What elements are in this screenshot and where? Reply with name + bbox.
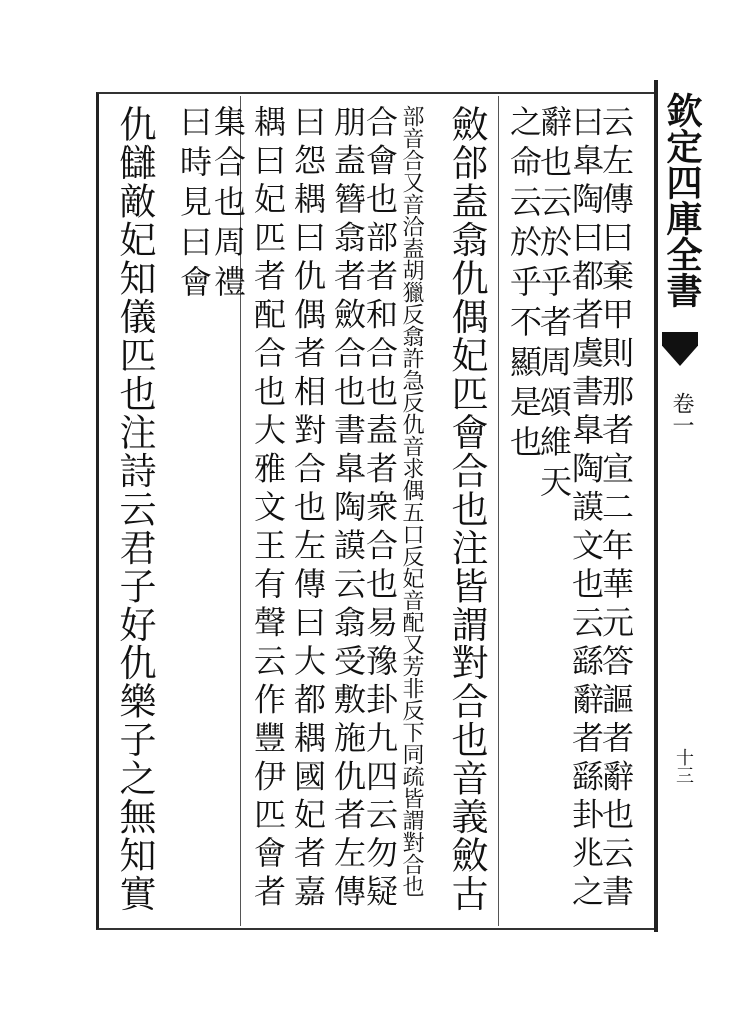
column-rule (498, 96, 499, 926)
text-column: 耦曰妃匹者配合也大雅文王有聲云作豐伊匹會者 (249, 105, 287, 913)
text-column: 辭也云於乎者周頌維天 (535, 105, 573, 505)
text-column: 朋盍簪翕者斂合也書臯陶謨云翕受敷施仇者左傳 (329, 105, 367, 913)
collection-title: 欽定四庫全書 (661, 92, 703, 308)
text-column: 斂郃盍翕仇偶妃匹會合也注皆謂對合也音義斂古 (445, 105, 488, 913)
text-column: 合會也部者和合也盍者衆合也易豫卦九四云勿疑 (361, 105, 399, 913)
page-border-right (654, 80, 658, 932)
text-column: 仇讎敵妃知儀匹也注詩云君子好仇樂子之無知實 (113, 105, 156, 913)
volume-label: 卷一 (669, 392, 694, 436)
text-column: 云左傳曰棄甲則那者宣二年華元答謳者辭也云書 (597, 105, 635, 913)
fish-tail-mark (662, 332, 698, 366)
text-column: 集合也周禮 (209, 105, 247, 305)
text-column: 之命云於乎不顯是也 (505, 105, 543, 465)
text-column: 曰怨耦曰仇偶者相對合也左傳曰大都耦國妃者嘉 (289, 105, 327, 913)
text-column: 部音合又音洽盍胡獵反翕許急反仇音求偶五口反妃音配又芳非反下同疏皆謂對合也 (399, 105, 424, 897)
text-column: 曰時見曰會 (175, 105, 213, 305)
leaf-number: 十三 (673, 748, 694, 784)
text-column: 曰臯陶曰都者虞書臯陶謨文也云繇辭者繇卦兆之 (567, 105, 605, 913)
